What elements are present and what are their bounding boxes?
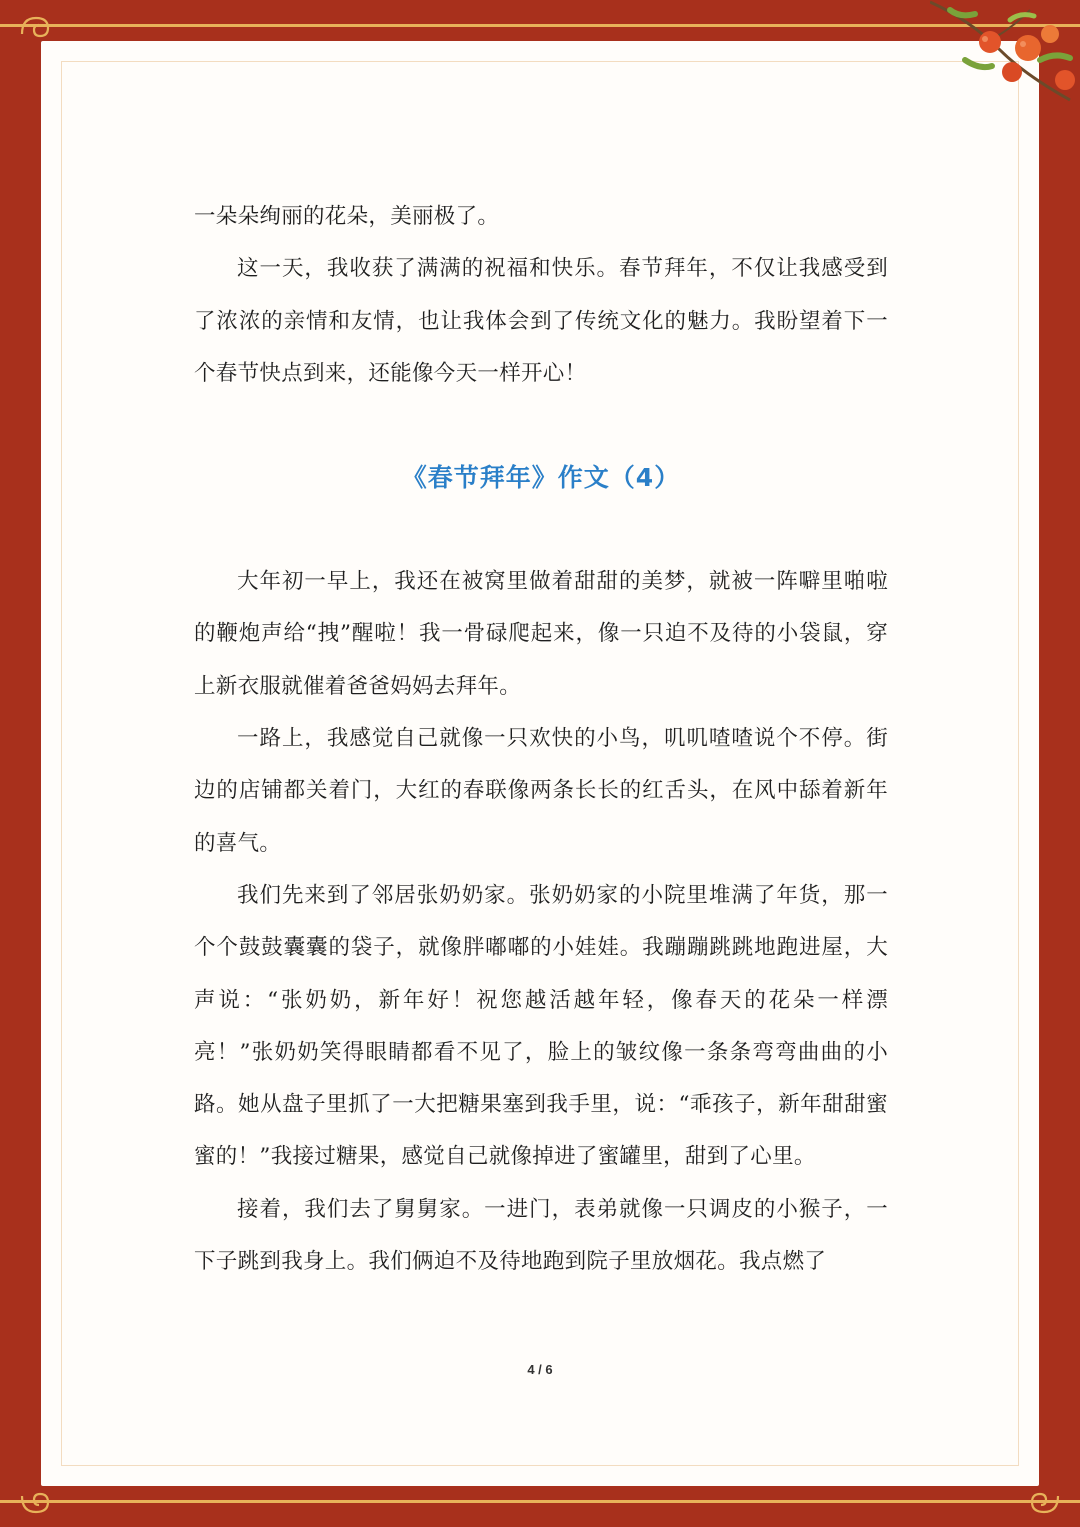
top-paragraphs — [194, 191, 888, 400]
document-content — [194, 191, 888, 1288]
document-page — [41, 41, 1039, 1486]
paragraph: 大年初一早上，我还在被窝里做着甜甜的美梦，就被一阵噼里啪啦的鞭炮声给“拽”醒啦！我一骨碌爬起来，像一只迫不及待的小袋鼠，穿上新衣服就催着爸爸妈妈去拜年。 — [194, 569, 888, 699]
paragraph: 接着，我们去了舅舅家。一进门，表弟就像一只调皮的小猴子，一下子跳到我身上。我们俩迫不及待地跑到院子里放烟花。我点燃了 — [194, 1196, 888, 1275]
paragraph: 一朵朵绚丽的花朵，美丽极了。 — [194, 204, 500, 229]
paragraph: 一路上，我感觉自己就像一只欢快的小鸟，叽叽喳喳说个不停。街边的店铺都关着门，大红的春联像两条长长的红舌头，在风中舔着新年的喜气。 — [194, 726, 888, 856]
section-title: 《春节拜年》作文（4） — [401, 463, 681, 493]
bottom-gold-line — [0, 1500, 1080, 1503]
paragraph: 我们先来到了邻居张奶奶家。张奶奶家的小院里堆满了年货，那一个个鼓鼓囊囊的袋子，就像胖嘟嘟的小娃娃。我蹦蹦跳跳地跑进屋，大声说：“张奶奶，新年好！祝您越活越年轻，像春天的花朵一样漂亮！”张奶奶笑得眼睛都看不见了，脸上的皱纹像一条条弯弯曲曲的小路。她从盘子里抓了一大把糖果塞到我手里，说：“乖孩子，新年甜甜蜜蜜的！”我接过糖果，感觉自己就像掉进了蜜罐里，甜到了心里。 — [194, 882, 888, 1170]
paragraph: 这一天，我收获了满满的祝福和快乐。春节拜年，不仅让我感受到了浓浓的亲情和友情，也让我体会到了传统文化的魅力。我盼望着下一个春节快点到来，还能像今天一样开心！ — [194, 256, 888, 386]
persimmon-branch-icon — [930, 0, 1080, 120]
page-number: 4 / 6 — [527, 1362, 553, 1377]
cloud-corner-ornament-icon — [18, 8, 58, 42]
cloud-corner-ornament-icon — [1022, 1488, 1062, 1522]
bottom-paragraphs — [194, 556, 888, 1288]
cloud-corner-ornament-icon — [18, 1488, 58, 1522]
top-gold-line — [0, 24, 1080, 27]
